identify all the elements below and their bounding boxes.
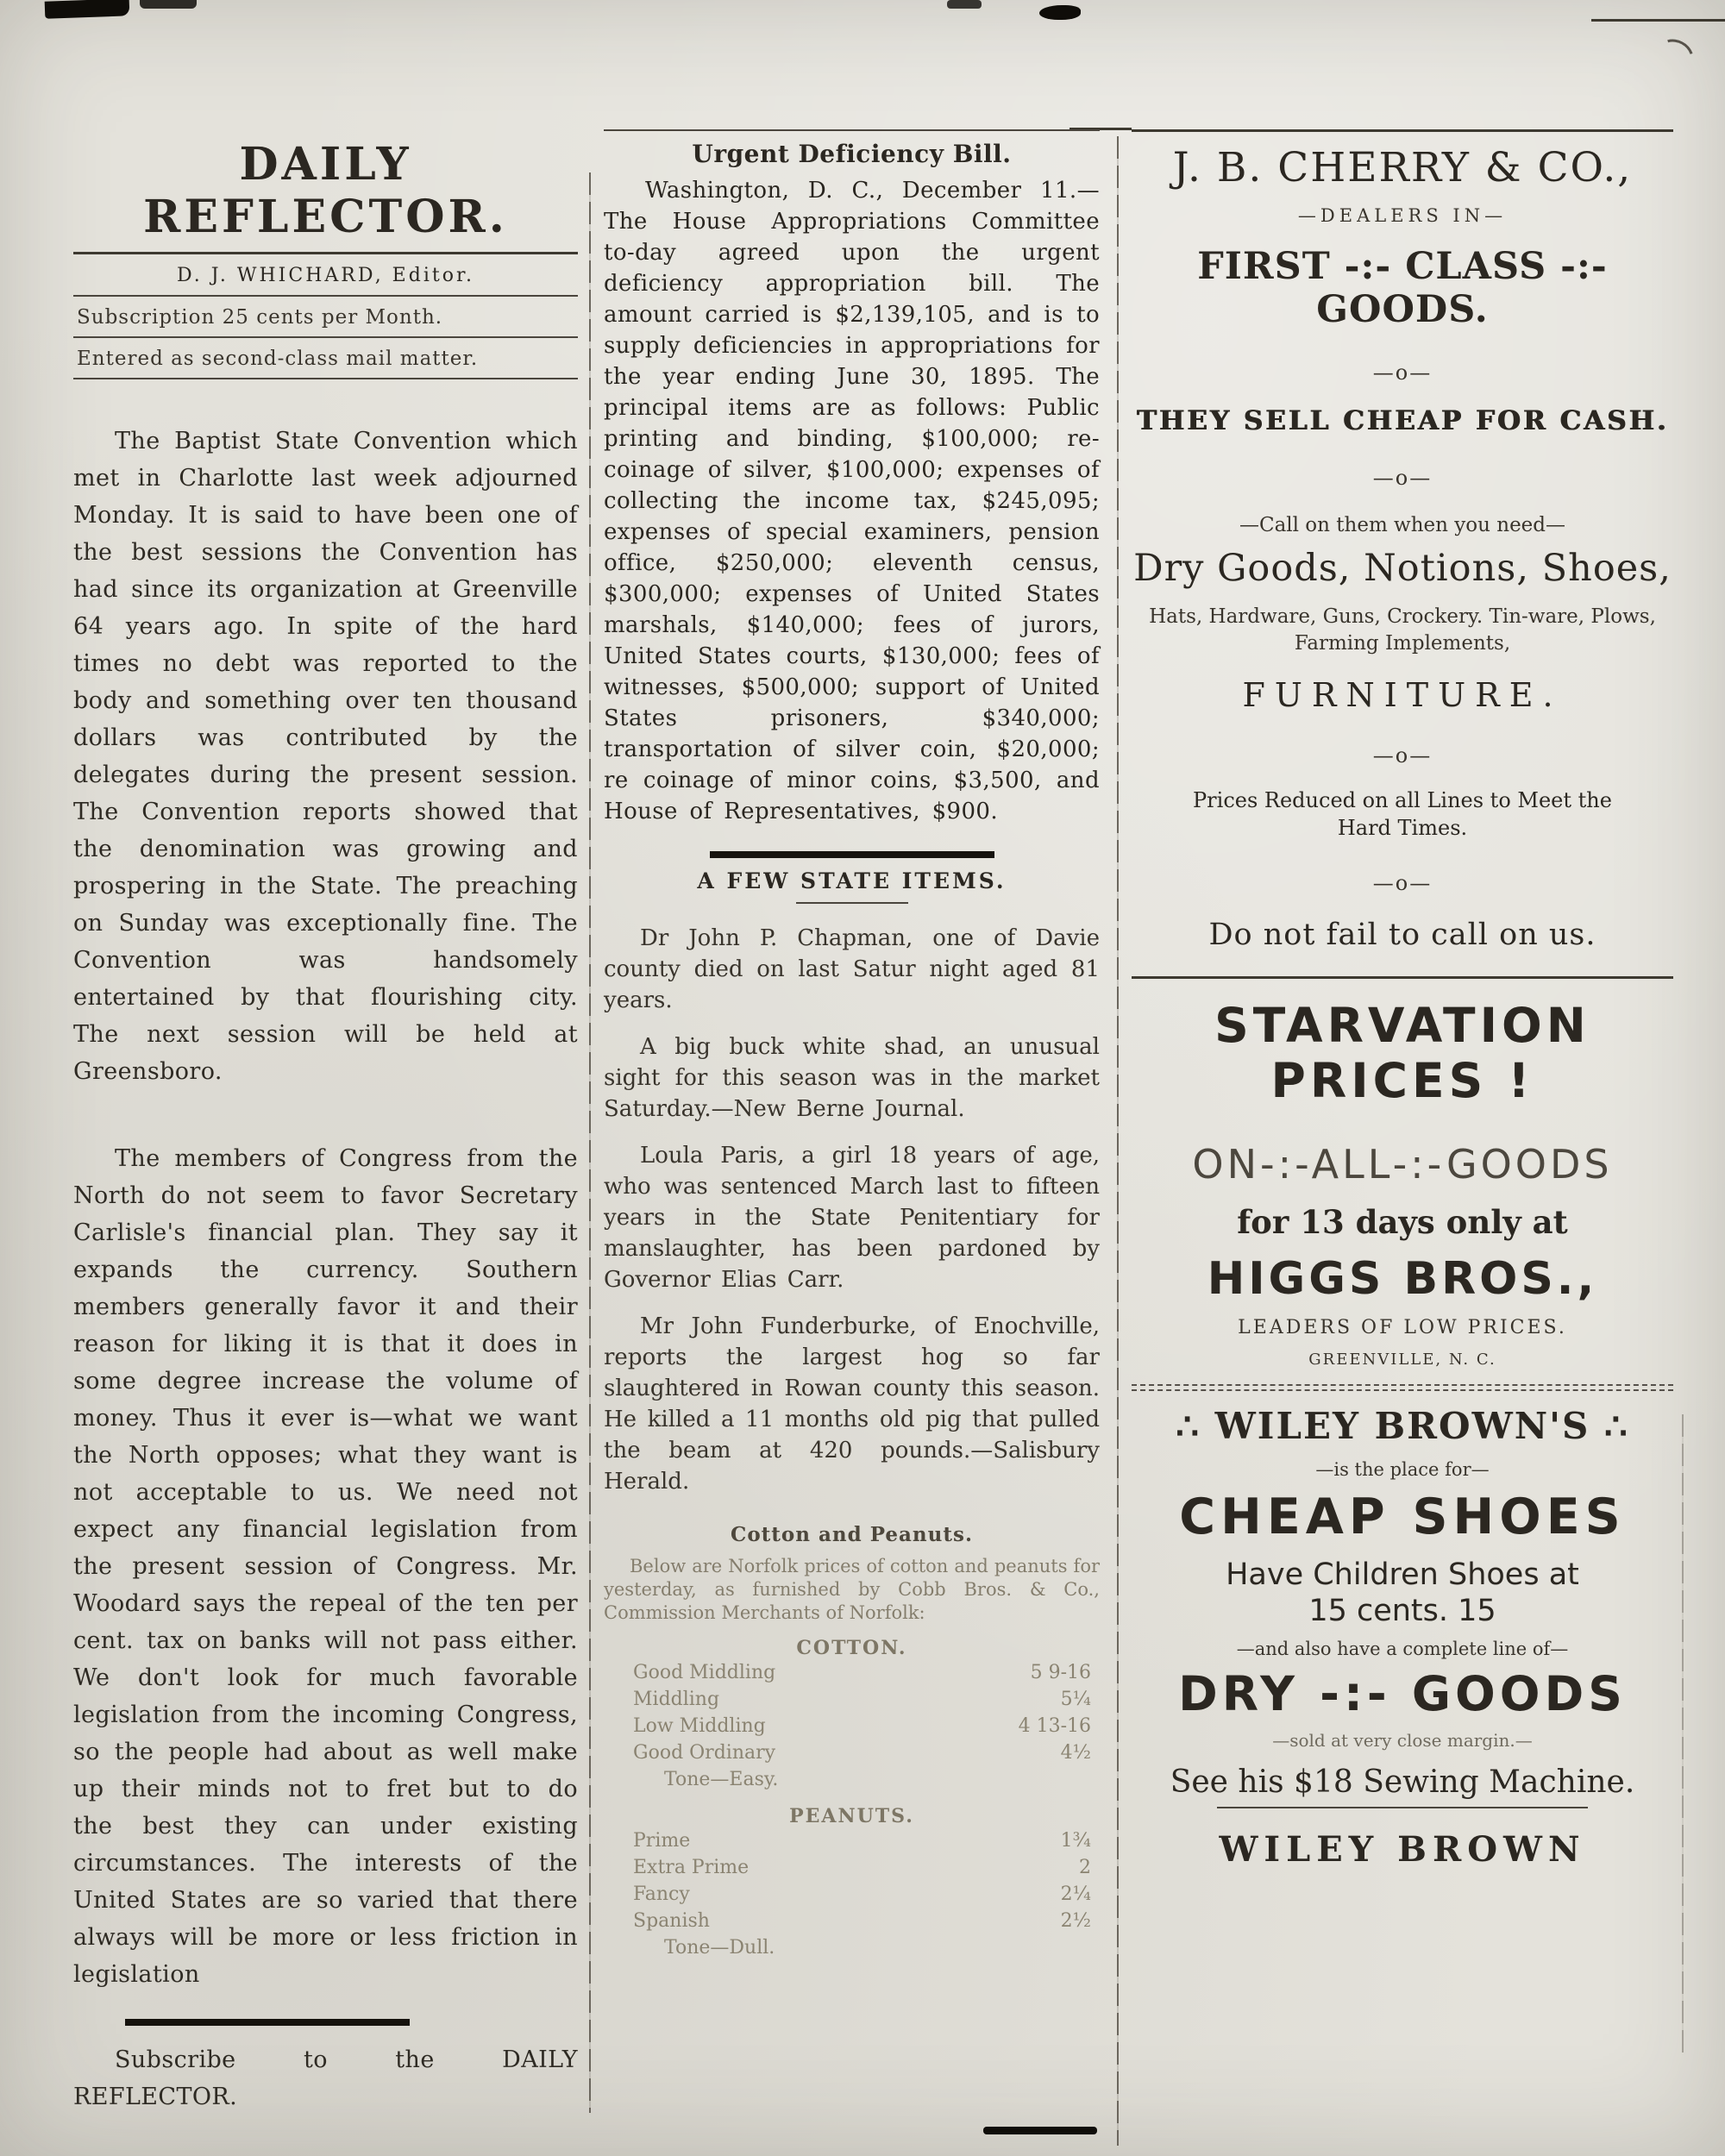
state-item: Loula Paris, a girl 18 years of age, who was sentenced March last to fifteen years in the State Penitentiary for manslaughter, has been pardoned by Governor Elias Carr. [604, 1143, 1100, 1293]
article-congress-editorial: The members of Congress from the North do not seem to favor Secretary Carlisle's financial plan. They say it expands the currency. Southern members generally favor it and their reason for liking it is that it does in some degree increase the volume of money. Thus it ever is—what we want the North opposes; what they want is not acceptable to us. We need not expect any financial legislation from the present session of Congress. Mr. Woodard says the repeal of the ten per cent. tax on banks will not pass either. We don't look for much favorable legislation from the incoming Congress, so the people had about as well make up their minds not to fret but to do the best they can under existing circumstances. The interests of the United States are so varied that there always will be more or less friction in legislation [73, 1145, 578, 1988]
cotton-label: COTTON. [796, 1637, 907, 1659]
thirteen-days-line: for 13 days only at [1237, 1203, 1568, 1241]
column-middle [604, 129, 1100, 1961]
sewing-machine-line: See his $18 Sewing Machine. [1170, 1764, 1635, 1800]
ad-higgs-bros [1132, 998, 1673, 1369]
state-item: A big buck white shad, an unusual sight for this season was in the market Saturday.—New Berne Journal. [604, 1034, 1100, 1122]
scan-curl-mark-artifact [1648, 33, 1700, 84]
subscription-line: Subscription 25 cents per Month. [73, 297, 578, 338]
divider-rule [125, 2019, 410, 2026]
column-rule [589, 172, 591, 2113]
scan-smudge-artifact [45, 0, 130, 19]
dry-goods-notions-shoes-line: Dry Goods, Notions, Shoes, [1133, 547, 1672, 590]
price-value: 5 9-16 [1030, 1662, 1091, 1683]
editor-line: D. J. WHICHARD, Editor. [73, 254, 578, 297]
dry-goods-headline: DRY -:- GOODS [1178, 1666, 1627, 1721]
column-rule [1682, 1414, 1684, 2053]
price-row [604, 1686, 1100, 1713]
price-value: 5¼ [1060, 1689, 1091, 1710]
ornament-separator: —o— [1372, 871, 1433, 895]
subscribe-line: Subscribe to the DAILY REFLECTOR. [73, 2046, 578, 2110]
price-value: 4½ [1060, 1742, 1091, 1764]
entered-line: Entered as second-class mail matter. [73, 338, 578, 379]
price-name: Middling [633, 1689, 720, 1710]
price-row [604, 1827, 1100, 1854]
price-name: Spanish [633, 1910, 710, 1932]
cash-slogan: THEY SELL CHEAP FOR CASH. [1136, 405, 1669, 436]
column-left [73, 138, 578, 2115]
scan-smudge-artifact [140, 0, 197, 9]
first-class-goods-line: FIRST -:- CLASS -:- GOODS. [1197, 245, 1608, 331]
price-row [604, 1854, 1100, 1881]
hardware-detail-line: Hats, Hardware, Guns, Crockery. Tin-ware, Plows, Farming Implements, [1149, 605, 1656, 655]
masthead-title: DAILY REFLECTOR. [73, 138, 578, 254]
price-row-tone [604, 1766, 1100, 1793]
city-line: GREENVILLE, N. C. [1308, 1351, 1496, 1369]
price-name: Tone—Easy. [664, 1769, 779, 1790]
market-report [604, 1523, 1100, 1961]
price-name: Extra Prime [633, 1857, 750, 1878]
price-row [604, 1881, 1100, 1908]
advertiser-name: ∴ WILEY BROWN'S ∴ [1176, 1405, 1629, 1447]
price-name: Fancy [633, 1883, 690, 1905]
complete-line-of-line: —and also have a complete line of— [1236, 1639, 1569, 1659]
price-row [604, 1739, 1100, 1766]
price-name: Prime [633, 1830, 691, 1852]
cheap-shoes-headline: CHEAP SHOES [1179, 1489, 1626, 1545]
is-the-place-line: —is the place for— [1315, 1459, 1490, 1480]
do-not-fail-line: Do not fail to call on us. [1208, 918, 1596, 952]
price-value: 2¼ [1060, 1883, 1091, 1905]
article-deficiency-bill: Washington, D. C., December 11.—The House Appropriations Committee to-day agreed upon the urgent deficiency appropriation bill. The amount carried is $2,139,105, and is to supply deficiencies in appropriations for the year ending June 30, 1895. The principal items are as follows: Public printing and binding, $100,000; re-coinage of silver, $100,000; expenses of collecting the income tax, $245,095; expenses of special examiners, pension office, $250,000; eleventh census, $300,000; expenses of United States marshals, $140,000; fees of jurors, United States courts, $130,000; fees of witnesses, $500,000; support of United States prisoners, $340,000; transportation of silver coin, $20,000; re coinage of minor coins, $3,500, and House of Representatives, $900. [604, 178, 1100, 824]
masthead [73, 138, 578, 379]
children-shoes-line: Have Children Shoes at [1226, 1557, 1579, 1592]
price-value: 4 13-16 [1018, 1715, 1091, 1737]
section-rule [710, 851, 994, 858]
state-items-header: A FEW STATE ITEMS. [697, 868, 1007, 893]
scan-rule-fragment [1591, 19, 1725, 22]
price-name: Good Ordinary [633, 1742, 776, 1764]
signature-line: WILEY BROWN [1219, 1829, 1586, 1870]
call-on-them-line: —Call on them when you need— [1239, 514, 1566, 536]
headline-urgent-deficiency-bill: Urgent Deficiency Bill. [692, 140, 1012, 168]
price-row-tone [604, 1934, 1100, 1961]
price-row [604, 1713, 1100, 1739]
price-name: Good Middling [633, 1662, 776, 1683]
ornament-separator: —o— [1372, 743, 1433, 768]
ad-wiley-brown [1132, 1405, 1673, 1870]
price-value: 2 [1079, 1857, 1091, 1878]
state-item: Mr John Funderburke, of Enochville, reports the largest hog so far slaughtered in Rowan county this season. He killed a 11 months old pig that pulled the beam at 420 pounds.—Salisbury Herald. [604, 1313, 1100, 1495]
price-value: 1¾ [1060, 1830, 1091, 1852]
price-row [604, 1908, 1100, 1934]
scan-smudge-artifact [983, 2127, 1097, 2134]
article-baptist-convention: The Baptist State Convention which met in Charlotte last week adjourned Monday. It is said to have been one of the best sessions the Convention has had since its organization at Greenville 64 years ago. In spite of the hard times no debt was reported to the body and something over ten thousand dollars was contributed by the delegates during the present session. The Convention reports showed that the denomination was growing and prospering in the State. The preaching on Sunday was exceptionally fine. The Convention was handsomely entertained by that flourishing city. The next session will be held at Greensboro. [73, 428, 578, 1085]
furniture-line: FURNITURE. [1242, 676, 1563, 714]
price-value: 2½ [1060, 1910, 1091, 1932]
ad-jb-cherry [1132, 144, 1673, 952]
peanuts-label: PEANUTS. [789, 1805, 914, 1827]
on-all-goods-line: ON-:-ALL-:-GOODS [1192, 1141, 1613, 1188]
leaders-low-prices-line: LEADERS OF LOW PRICES. [1238, 1317, 1567, 1338]
starvation-prices-headline: STARVATION PRICES ! [1214, 998, 1590, 1108]
ornament-separator: —o— [1372, 360, 1433, 385]
scan-smudge-artifact [947, 0, 982, 9]
column-rule [1117, 136, 1119, 2146]
price-row [604, 1659, 1100, 1686]
market-header: Cotton and Peanuts. [731, 1523, 973, 1546]
fifteen-cents-line: 15 cents. 15 [1308, 1594, 1496, 1628]
state-item: Dr John P. Chapman, one of Davie county died on last Satur night aged 81 years. [604, 925, 1100, 1013]
market-intro: Below are Norfolk prices of cotton and peanuts for yesterday, as furnished by Cobb Bros. & Co., Commission Merchants of Norfolk: [604, 1556, 1100, 1623]
prices-reduced-line: Prices Reduced on all Lines to Meet the Hard Times. [1193, 788, 1612, 840]
underline-rule [1217, 1807, 1588, 1808]
close-margin-line: —sold at very close margin.— [1272, 1730, 1533, 1751]
ornament-separator: —o— [1372, 466, 1433, 490]
dealers-in-line: —DEALERS IN— [1297, 205, 1508, 226]
ad-divider-dashed-rule [1132, 1384, 1673, 1391]
price-name: Low Middling [633, 1715, 766, 1737]
ad-divider-rule [1132, 976, 1673, 979]
price-name: Tone—Dull. [664, 1937, 775, 1959]
advertiser-name: J. B. CHERRY & CO., [1172, 144, 1633, 191]
scan-ink-blob-artifact [1039, 5, 1081, 20]
section-rule [796, 902, 908, 904]
column-right-ads [1132, 129, 1673, 1870]
advertiser-name: HIGGS BROS., [1207, 1253, 1598, 1305]
